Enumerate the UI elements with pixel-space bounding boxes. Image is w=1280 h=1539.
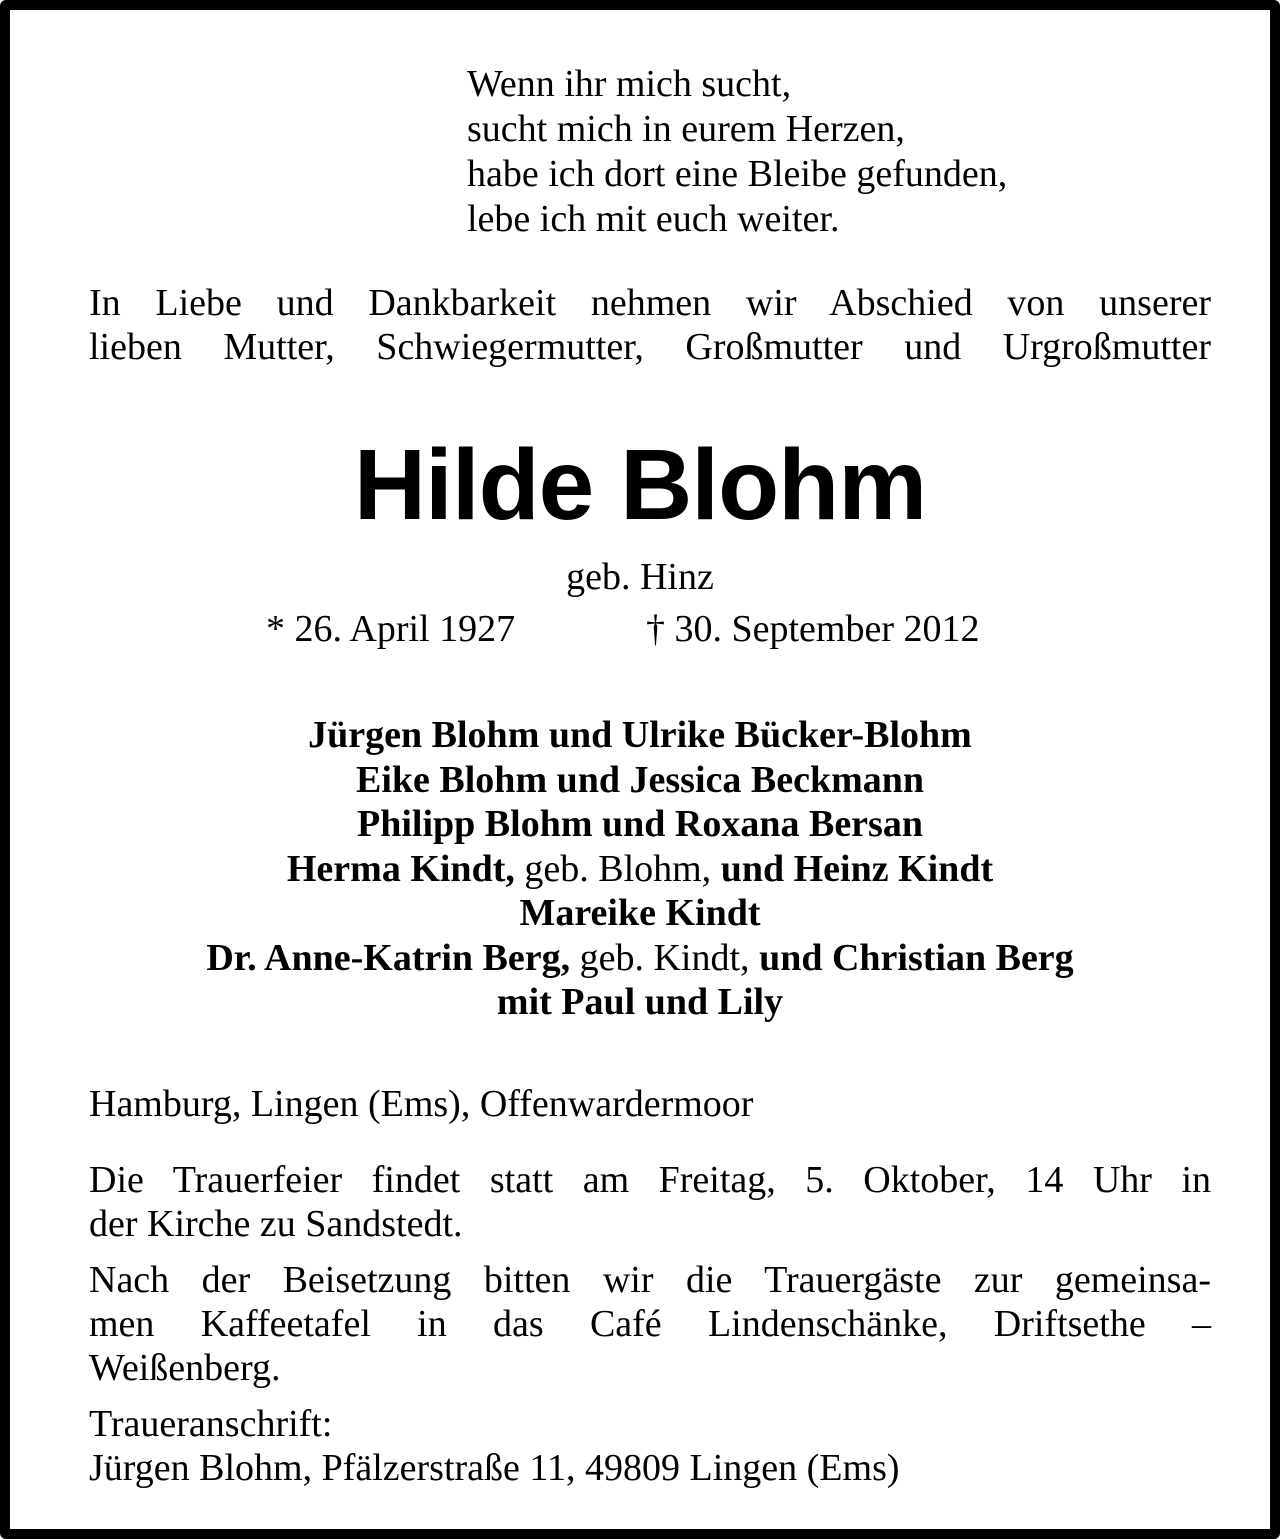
reception-line: Weißenberg.	[89, 1347, 281, 1389]
funeral-line: der Kirche zu Sandstedt.	[89, 1203, 463, 1245]
mourner-line: Jürgen Blohm und Ulrike Bücker-Blohm	[308, 714, 972, 756]
deceased-name: Hilde Blohm	[353, 429, 927, 541]
poem-line: lebe ich mit euch weiter.	[467, 198, 840, 240]
address-label: Traueranschrift:	[89, 1403, 333, 1445]
birth-date: * 26. April 1927	[266, 608, 516, 650]
mourner-line	[10, 936, 1270, 981]
mourning-address	[89, 1402, 900, 1490]
mourner-line: mit Paul und Lily	[496, 981, 784, 1023]
poem	[467, 62, 1007, 242]
mourner-maiden-name: geb. Blohm,	[514, 847, 721, 890]
reception-line: Nach der Beisetzung bitten wir die Trauergäste zur gemeinsa-	[89, 1259, 1211, 1301]
places: Hamburg, Lingen (Ems), Offenwardermoor	[89, 1083, 754, 1125]
mourner-line: Mareike Kindt	[519, 892, 761, 934]
mourners-list	[10, 713, 1270, 1025]
mourner-line	[10, 847, 1270, 892]
address-value: Jürgen Blohm, Pfälzerstraße 11, 49809 Lingen (Ems)	[89, 1447, 900, 1489]
mourner-name: Dr. Anne-Katrin Berg,	[206, 936, 571, 979]
mourner-line: Eike Blohm und Jessica Beckmann	[356, 758, 924, 801]
death-date: † 30. September 2012	[646, 608, 980, 650]
poem-line: sucht mich in eurem Herzen,	[467, 108, 905, 150]
mourner-maiden-name: geb. Kindt,	[570, 936, 760, 979]
funeral-info	[89, 1158, 1211, 1246]
reception-info	[89, 1258, 1211, 1390]
intro-line: lieben Mutter, Schwiegermutter, Großmutter und Urgroßmutter	[89, 326, 1211, 368]
intro-text	[89, 281, 1211, 369]
mourner-line: Philipp Blohm und Roxana Bersan	[357, 803, 923, 845]
poem-line: Wenn ihr mich sucht,	[467, 63, 792, 105]
mourner-name: Herma Kindt,	[286, 847, 515, 890]
mourner-partner: und Christian Berg	[759, 936, 1074, 979]
maiden-name: geb. Hinz	[566, 556, 714, 598]
funeral-line: Die Trauerfeier findet statt am Freitag, 5. Oktober, 14 Uhr in	[89, 1159, 1211, 1201]
intro-line: In Liebe und Dankbarkeit nehmen wir Abschied von unserer	[89, 282, 1211, 324]
poem-line: habe ich dort eine Bleibe gefunden,	[467, 153, 1008, 195]
reception-line: men Kaffeetafel in das Café Lindenschänke, Driftsethe –	[89, 1303, 1211, 1345]
mourner-partner: und Heinz Kindt	[720, 847, 994, 890]
